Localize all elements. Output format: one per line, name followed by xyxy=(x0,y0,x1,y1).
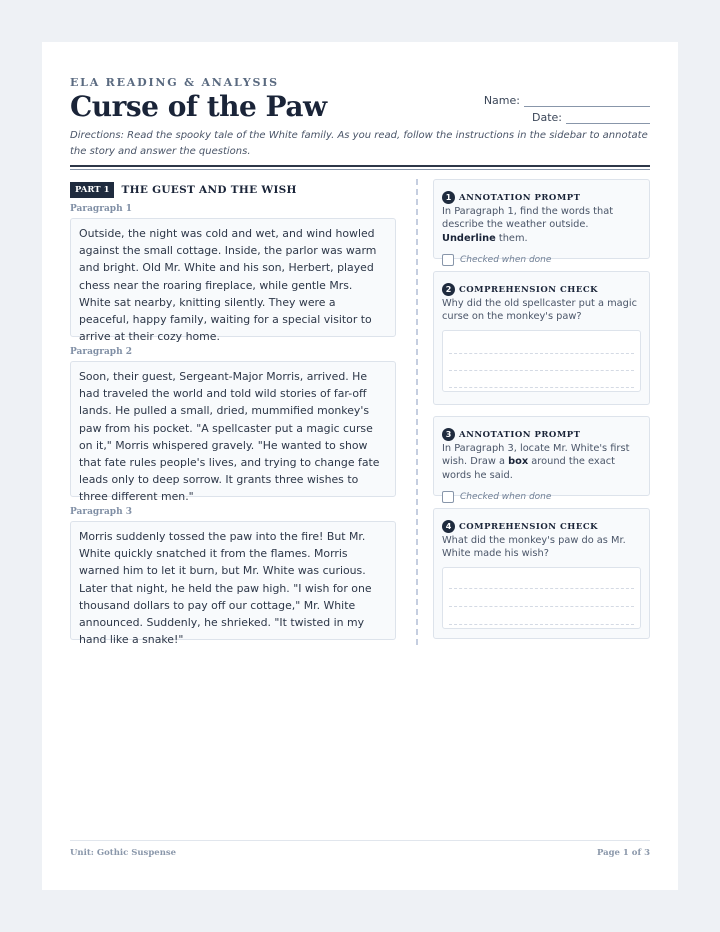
card-title: ANNOTATION PROMPT xyxy=(459,192,581,203)
date-field[interactable] xyxy=(532,111,650,124)
part-badge: PART 1 xyxy=(70,182,114,198)
answer-line xyxy=(449,370,634,371)
done-check-row[interactable] xyxy=(442,249,641,268)
directions: Directions: Read the spooky tale of the White family. As you read, follow the instructions in the sidebar to annotate the story and answer the questions. xyxy=(70,130,648,157)
annotation-card xyxy=(433,179,650,265)
instruction-emphasis: box xyxy=(508,456,529,468)
instruction-emphasis: Underline xyxy=(442,232,496,244)
step-number: 4 xyxy=(442,520,455,533)
card-header xyxy=(442,187,641,203)
instruction-text: them. xyxy=(495,232,528,244)
worksheet-title: Curse of the Paw xyxy=(70,90,327,123)
answer-box[interactable] xyxy=(442,567,641,629)
card-title: COMPREHENSION CHECK xyxy=(459,284,598,295)
step-number: 2 xyxy=(442,283,455,296)
date-label: Date: xyxy=(532,111,562,124)
question-text: Why did the old spellcaster put a magic curse on the monkey's paw? xyxy=(442,298,637,323)
done-checkbox[interactable] xyxy=(442,254,454,266)
paragraph-box: Outside, the night was cold and wet, and wind howled against the small cottage. Inside, the parlor was warm and bright. Old Mr. White and his son, Herbert, played chess near the roaring fireplace, while gentle Mrs. White sat nearby, knitting silently. They were a peaceful, happy family, waiting for a special visitor to arrive at their cozy home. xyxy=(70,218,396,337)
question-text: What did the monkey's paw do as Mr. White made his wish? xyxy=(442,535,626,560)
card-header xyxy=(442,424,641,440)
done-check-label: Checked when done xyxy=(460,491,552,502)
instruction-text: In Paragraph 1, find the words that describe the weather outside. xyxy=(442,206,614,231)
done-check-label: Checked when done xyxy=(460,254,552,265)
footer-rule xyxy=(70,840,650,841)
paragraph-label: Paragraph 1 xyxy=(70,204,133,214)
unit-label: Unit: Gothic Suspense xyxy=(70,848,177,858)
annotation-card xyxy=(433,416,650,502)
name-blank-line[interactable] xyxy=(524,96,650,107)
name-field[interactable] xyxy=(484,94,650,107)
comprehension-card xyxy=(433,508,650,639)
column-divider xyxy=(416,179,418,645)
answer-line xyxy=(449,624,634,625)
comprehension-card xyxy=(433,271,650,405)
date-blank-line[interactable] xyxy=(566,113,650,124)
done-checkbox[interactable] xyxy=(442,491,454,503)
paragraph-label: Paragraph 3 xyxy=(70,507,133,517)
paragraph-box: Soon, their guest, Sergeant-Major Morris, arrived. He had traveled the world and told wild stories of far-off lands. He pulled a small, dried, mummified monkey's paw from his pocket. "A spellcaster put a magic curse on it," Morris whispered gravely. "He wanted to show that fate rules people's lives, and trying to change fate leads only to deep sorrow. It grants three wishes to three different men." xyxy=(70,361,396,497)
card-instructions xyxy=(442,442,641,482)
instruction-text: around the exact words he said. xyxy=(442,456,615,481)
done-check-row[interactable] xyxy=(442,486,641,505)
card-instructions xyxy=(442,205,641,245)
name-label: Name: xyxy=(483,94,520,107)
card-header xyxy=(442,279,641,295)
paragraph-label: Paragraph 2 xyxy=(70,347,133,357)
paragraph-box: Morris suddenly tossed the paw into the fire! But Mr. White quickly snatched it from the flames. Morris warned him to let it burn, but Mr. White was curious. Later that night, he held the paw high. "I wish for one thousand dollars to pay off our cottage," Mr. White announced. Suddenly, he shrieked. "It twisted in my hand like a snake!" xyxy=(70,521,396,640)
page-number: Page 1 of 3 xyxy=(596,848,650,858)
answer-line xyxy=(449,588,634,589)
card-title: COMPREHENSION CHECK xyxy=(459,521,598,532)
subject-kicker: ELA READING & ANALYSIS xyxy=(70,76,279,89)
answer-line xyxy=(449,353,634,354)
worksheet-page xyxy=(42,42,678,890)
card-header xyxy=(442,516,641,532)
card-title: ANNOTATION PROMPT xyxy=(459,429,581,440)
answer-box[interactable] xyxy=(442,330,641,392)
answer-line xyxy=(449,387,634,388)
instruction-text: In Paragraph 3, locate Mr. White's first wish. Draw a xyxy=(442,443,630,468)
step-number: 3 xyxy=(442,428,455,441)
header-rule-thick xyxy=(70,165,650,167)
answer-line xyxy=(449,606,634,607)
header-rule-thin xyxy=(70,169,650,170)
part-heading xyxy=(70,179,297,195)
part-title: THE GUEST AND THE WISH xyxy=(121,183,297,196)
step-number: 1 xyxy=(442,191,455,204)
